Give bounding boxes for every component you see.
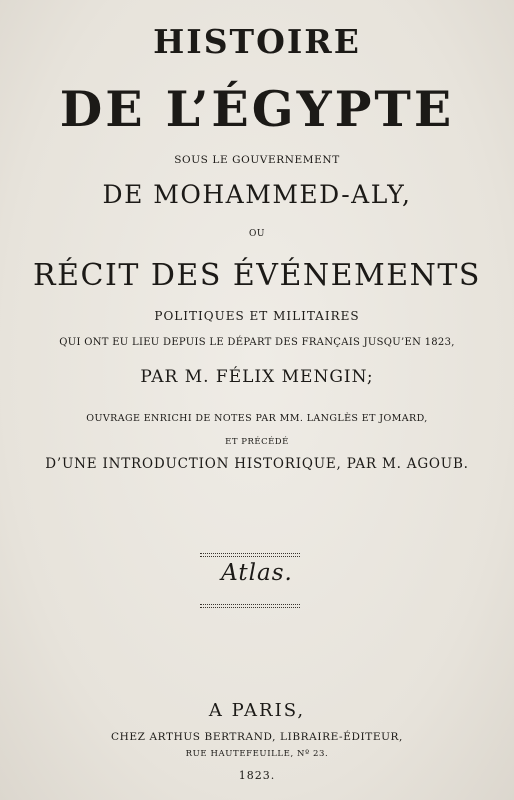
introduction-line: D’UNE INTRODUCTION HISTORIQUE, PAR M. AGOUB. — [45, 456, 469, 472]
title-recit: RÉCIT DES ÉVÉNEMENTS — [33, 258, 481, 293]
precede-line: ET PRÉCÉDÉ — [225, 437, 289, 447]
imprint-year: 1823. — [238, 769, 276, 782]
subtitle-depart: QUI ONT EU LIEU DEPUIS LE DÉPART DES FRANÇAIS JUSQU’EN 1823, — [59, 337, 455, 348]
notes-line: OUVRAGE ENRICHI DE NOTES PAR MM. LANGLÈS ET JOMARD, — [86, 413, 428, 424]
title-egypte: DE L’ÉGYPTE — [59, 80, 455, 138]
subtitle-gouvernement: SOUS LE GOUVERNEMENT — [174, 154, 340, 166]
imprint-address: RUE HAUTEFEUILLE, Nº 23. — [185, 749, 329, 759]
imprint-publisher: CHEZ ARTHUS BERTRAND, LIBRAIRE-ÉDITEUR, — [110, 731, 403, 743]
top-ornament-rule — [200, 553, 300, 557]
volume-label: Atlas. — [221, 560, 293, 586]
bottom-ornament-rule — [200, 604, 300, 608]
author-line: PAR M. FÉLIX MENGIN; — [140, 367, 374, 387]
imprint-city: A PARIS, — [208, 700, 306, 721]
conjunction-ou: OU — [249, 229, 265, 239]
title-histoire: HISTOIRE — [153, 22, 361, 61]
subtitle-politiques: POLITIQUES ET MILITAIRES — [154, 309, 360, 323]
subtitle-mohammed-aly: DE MOHAMMED-ALY, — [102, 180, 412, 209]
